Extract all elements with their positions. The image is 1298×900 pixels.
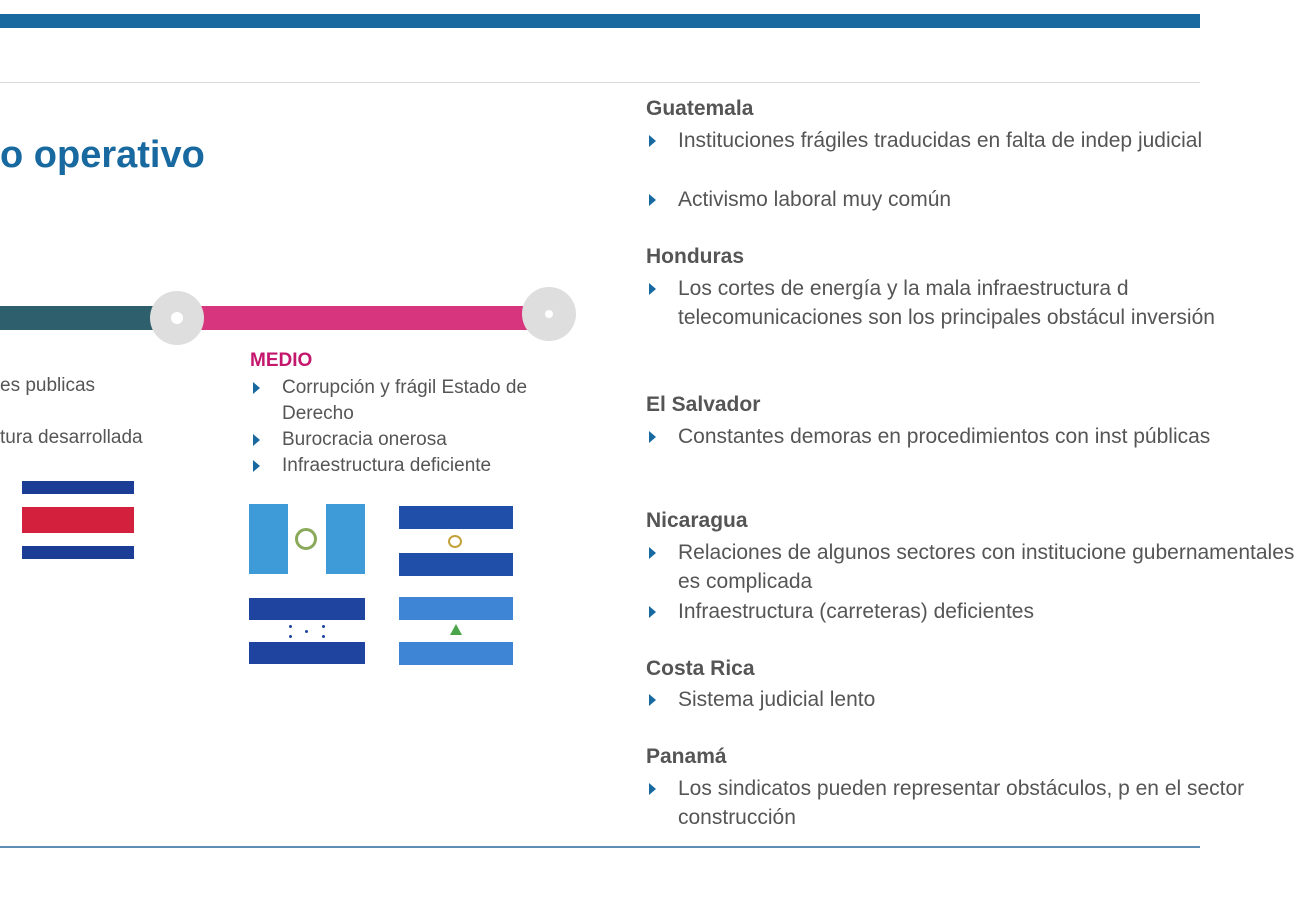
country-item [646,774,1298,832]
left-item: tura desarrollada [0,427,143,448]
bullet-arrow-icon [649,431,656,443]
risk-marker-1 [150,291,204,345]
bullet-arrow-icon [253,434,260,446]
country-item [646,126,1298,155]
country-item-text: Sistema judicial lento [678,688,876,711]
medio-item [250,427,582,453]
medio-item-text: Corrupción y frágil Estado de Derecho [282,377,528,424]
country-item [646,597,1298,626]
country-item-text: Infraestructura (carreteras) deficientes [678,600,1034,623]
bullet-arrow-icon [649,283,656,295]
slide-title: o operativo [0,134,205,176]
guatemala-flag-icon [249,504,365,574]
medio-item-text: Infraestructura deficiente [282,455,492,476]
risk-marker-2 [522,287,576,341]
bullet-arrow-icon [253,460,260,472]
country-heading-el-salvador: El Salvador [646,393,761,416]
country-item [646,685,1298,714]
left-item: es publicas [0,375,96,396]
country-item [646,274,1298,332]
medio-item [250,453,582,479]
bullet-arrow-icon [649,194,656,206]
country-item-text: Instituciones frágiles traducidas en falta de indep judicial [678,129,1203,152]
country-item [646,422,1298,451]
medio-item-text: Burocracia onerosa [282,429,447,450]
medio-item [250,375,582,427]
country-item-text: Constantes demoras en procedimientos con inst públicas [678,425,1211,448]
country-item-text: Los cortes de energía y la mala infraestructura d telecomunicaciones son los principales obstácul inversión [678,277,1215,329]
country-heading-costa-rica: Costa Rica [646,657,755,680]
risk-bar-medium [190,306,530,330]
country-item [646,185,1298,214]
country-heading-guatemala: Guatemala [646,97,754,120]
footer-divider [0,846,1200,848]
bullet-arrow-icon [649,547,656,559]
bullet-arrow-icon [649,694,656,706]
costa-rica-flag-icon [22,481,134,559]
el-salvador-flag-icon [399,506,513,576]
country-item-text: Los sindicatos pueden representar obstáculos, p en el sector construcción [678,777,1245,829]
bullet-arrow-icon [649,135,656,147]
honduras-flag-icon [249,598,365,664]
country-item [646,538,1298,596]
bullet-arrow-icon [649,606,656,618]
country-heading-nicaragua: Nicaragua [646,509,748,532]
top-accent-bar [0,14,1200,28]
medio-label: MEDIO [250,350,313,371]
marker-dot [171,312,183,324]
country-item-text: Relaciones de algunos sectores con institucione gubernamentales es complicada [678,541,1295,593]
country-heading-honduras: Honduras [646,245,745,268]
header-divider [0,82,1200,83]
country-item-text: Activismo laboral muy común [678,188,952,211]
risk-bar-low [0,306,160,330]
bullet-arrow-icon [649,783,656,795]
bullet-arrow-icon [253,382,260,394]
marker-dot [545,310,553,318]
nicaragua-flag-icon [399,597,513,665]
country-heading-panama: Panamá [646,745,727,768]
